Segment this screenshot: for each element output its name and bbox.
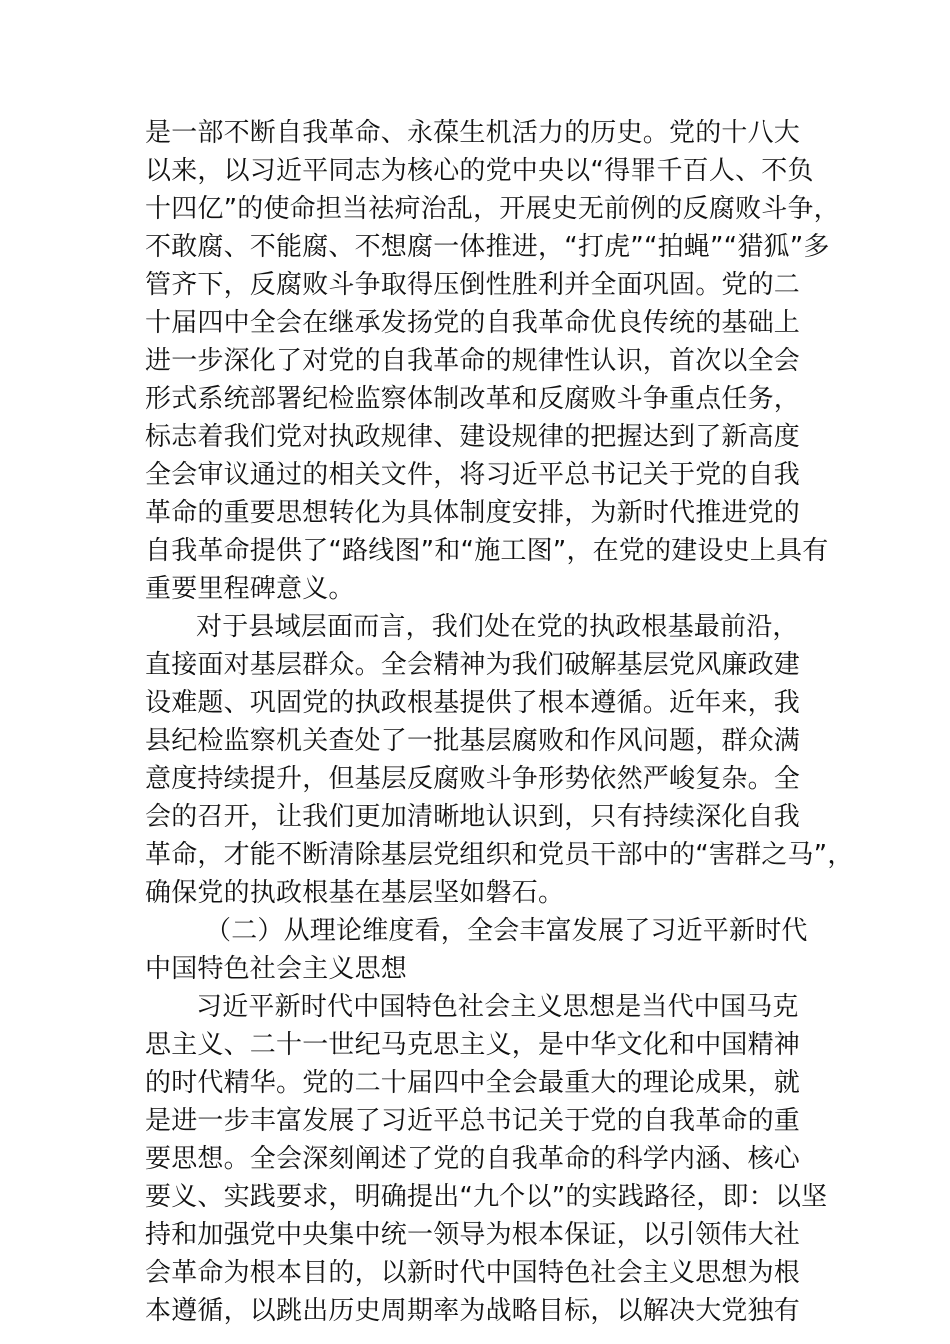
text-line: 确保党的执政根基在基层坚如磐石。 [145,878,565,908]
text-line: 全会审议通过的相关文件，将习近平总书记关于党的自我 [145,460,801,490]
text-line: 不敢腐、不能腐、不想腐一体推进，“打虎”“拍蝇”“猎狐”多 [145,232,830,262]
text-line: 进一步深化了对党的自我革命的规律性认识，首次以全会 [145,346,801,376]
paragraph-first-line: 习近平新时代中国特色社会主义思想是当代中国马克 [196,992,799,1022]
text-line: 以来，以习近平同志为核心的党中央以“得罪千百人、不负 [145,156,814,186]
text-line: 的时代精华。党的二十届四中全会最重大的理论成果，就 [145,1068,801,1098]
text-line: 重要里程碑意义。 [145,574,355,604]
text-line: 本遵循，以跳出历史周期率为战略目标，以解决大党独有 [145,1296,801,1326]
text-line: 是进一步丰富发展了习近平总书记关于党的自我革命的重 [145,1106,801,1136]
section-heading: （二）从理论维度看，全会丰富发展了习近平新时代 [205,916,808,946]
text-line: 要思想。全会深刻阐述了党的自我革命的科学内涵、核心 [145,1144,801,1174]
text-line: 自我革命提供了“路线图”和“施工图”，在党的建设史上具有 [145,536,829,566]
text-line: 十四亿”的使命担当祛疴治乱，开展史无前例的反腐败斗争， [145,194,840,224]
text-line: 意度持续提升，但基层反腐败斗争形势依然严峻复杂。全 [145,764,801,794]
section-heading-continuation: 中国特色社会主义思想 [145,954,408,984]
paragraph-first-line: 对于县域层面而言，我们处在党的执政根基最前沿， [196,612,799,642]
text-line: 形式系统部署纪检监察体制改革和反腐败斗争重点任务， [145,384,801,414]
text-line: 县纪检监察机关查处了一批基层腐败和作风问题，群众满 [145,726,801,756]
text-line: 革命，才能不断清除基层党组织和党员干部中的“害群之马”， [145,840,854,870]
text-line: 革命的重要思想转化为具体制度安排，为新时代推进党的 [145,498,801,528]
text-line: 直接面对基层群众。全会精神为我们破解基层党风廉政建 [145,650,801,680]
text-line: 持和加强党中央集中统一领导为根本保证，以引领伟大社 [145,1220,801,1250]
text-line: 标志着我们党对执政规律、建设规律的把握达到了新高度 [145,422,801,452]
text-line: 十届四中全会在继承发扬党的自我革命优良传统的基础上 [145,308,801,338]
text-line: 思主义、二十一世纪马克思主义，是中华文化和中国精神 [145,1030,801,1060]
text-line: 是一部不断自我革命、永葆生机活力的历史。党的十八大 [145,118,801,148]
text-line: 设难题、巩固党的执政根基提供了根本遵循。近年来，我 [145,688,801,718]
text-line: 管齐下，反腐败斗争取得压倒性胜利并全面巩固。党的二 [145,270,801,300]
text-line: 会革命为根本目的，以新时代中国特色社会主义思想为根 [145,1258,801,1288]
text-line: 要义、实践要求，明确提出“九个以”的实践路径，即：以坚 [145,1182,828,1212]
text-line: 会的召开，让我们更加清晰地认识到，只有持续深化自我 [145,802,801,832]
